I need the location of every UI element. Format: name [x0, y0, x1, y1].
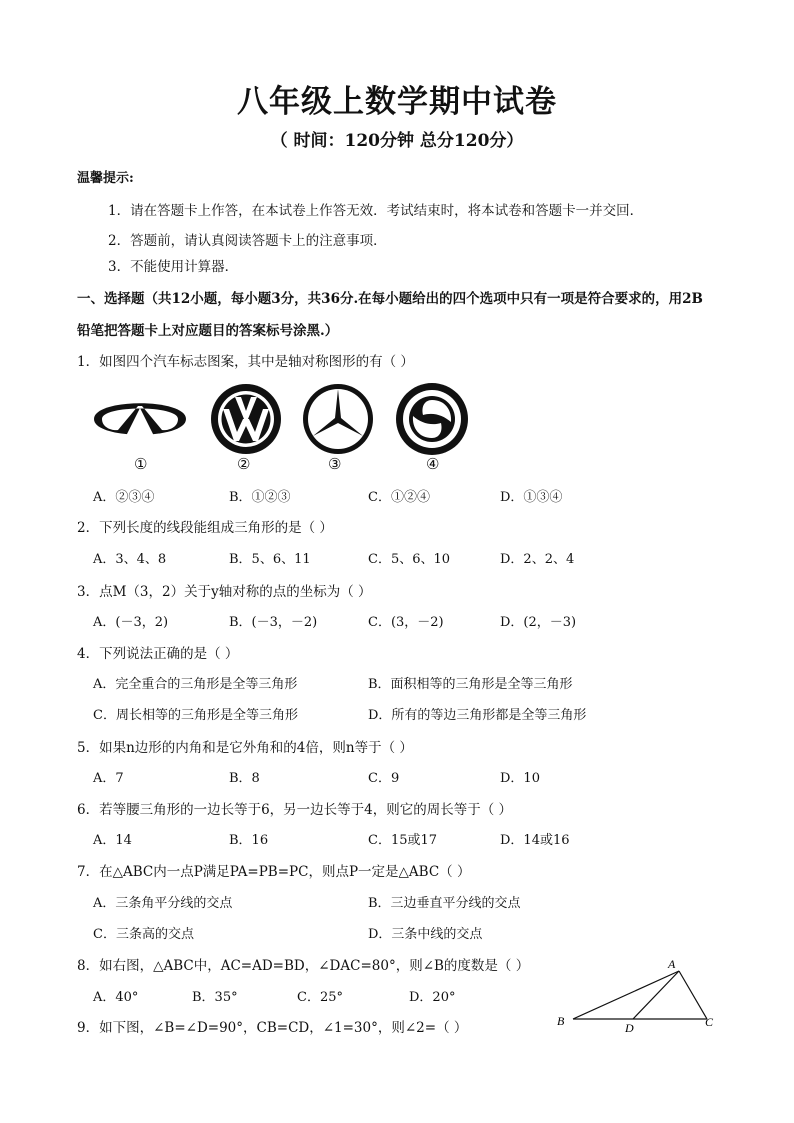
question-stem: 8．如右图，△ABC中，AC=AD=BD，∠DAC=80°，则∠B的度数是（ ）	[77, 958, 530, 974]
option-d: D．①③④	[500, 490, 563, 505]
triangle-figure	[555, 955, 725, 1035]
point-label-d: D	[625, 1021, 634, 1035]
option-b: B．5、6、11	[229, 552, 311, 567]
figure-label: ①	[134, 455, 148, 473]
option-b: B．三边垂直平分线的交点	[368, 896, 521, 911]
question-stem: 4．下列说法正确的是（ ）	[77, 646, 239, 662]
option-c: C．15或17	[368, 833, 438, 848]
option-a: A．7	[93, 771, 124, 786]
option-d: D．所有的等边三角形都是全等三角形	[368, 708, 587, 723]
option-c: C．(3，－2)	[368, 615, 444, 630]
infiniti-logo-icon	[92, 392, 188, 446]
exam-info: （ 时间：120分钟 总分120分）	[270, 131, 524, 151]
option-b: B．35°	[192, 990, 238, 1005]
tip-item: 2．答题前，请认真阅读答题卡上的注意事项．	[108, 233, 387, 249]
figure-label: ③	[328, 455, 342, 473]
option-a: A．完全重合的三角形是全等三角形	[93, 677, 298, 692]
option-a: A．(－3，2)	[93, 615, 169, 630]
question-stem: 9．如下图，∠B=∠D=90°，CB=CD，∠1=30°，则∠2=（ ）	[77, 1020, 468, 1036]
option-a: A．三条角平分线的交点	[93, 896, 233, 911]
figure-label: ④	[426, 455, 440, 473]
option-a: A．②③④	[93, 490, 155, 505]
volkswagen-logo-icon	[210, 383, 282, 455]
option-c: C．①②④	[368, 490, 430, 505]
point-label-a: A	[668, 957, 676, 971]
option-b: B．面积相等的三角形是全等三角形	[368, 677, 573, 692]
option-d: D．三条中线的交点	[368, 927, 483, 942]
option-b: B．①②③	[229, 490, 291, 505]
option-c: C．25°	[297, 990, 343, 1005]
tip-item: 3．不能使用计算器．	[108, 259, 239, 275]
option-b: B．8	[229, 771, 260, 786]
option-a: A．14	[93, 833, 132, 848]
option-c: C．周长相等的三角形是全等三角形	[93, 708, 298, 723]
option-d: D．2、2、4	[500, 552, 575, 567]
question-stem: 5．如果n边形的内角和是它外角和的4倍，则n等于（ ）	[77, 740, 413, 756]
option-a: A．3、4、8	[93, 552, 167, 567]
option-d: D．14或16	[500, 833, 570, 848]
option-d: D．(2，－3)	[500, 615, 577, 630]
option-a: A．40°	[93, 990, 139, 1005]
dongfeng-logo-icon	[395, 382, 469, 456]
tip-item: 1．请在答题卡上作答，在本试卷上作答无效．考试结束时，将本试卷和答题卡一并交回．	[108, 203, 644, 219]
option-d: D．20°	[409, 990, 456, 1005]
tips-heading: 温馨提示:	[77, 171, 134, 186]
question-stem: 3．点M（3，2）关于y轴对称的点的坐标为（ ）	[77, 584, 372, 600]
section-heading: 一、选择题（共12小题，每小题3分，共36分.在每小题给出的四个选项中只有一项是符合要求的，用2B	[77, 291, 703, 307]
question-stem: 1．如图四个汽车标志图案，其中是轴对称图形的有（ ）	[77, 354, 414, 370]
option-c: C．5、6、10	[368, 552, 451, 567]
option-b: B．(－3，－2)	[229, 615, 318, 630]
page-title: 八年级上数学期中试卷	[237, 84, 557, 120]
point-label-b: B	[557, 1014, 565, 1028]
question-stem: 2．下列长度的线段能组成三角形的是（ ）	[77, 520, 333, 536]
option-d: D．10	[500, 771, 540, 786]
question-stem: 6．若等腰三角形的一边长等于6，另一边长等于4，则它的周长等于（ ）	[77, 802, 513, 818]
point-label-c: C	[705, 1015, 714, 1029]
option-c: C．三条高的交点	[93, 927, 194, 942]
mercedes-logo-icon	[302, 383, 374, 455]
option-c: C．9	[368, 771, 400, 786]
section-heading-cont: 铅笔把答题卡上对应题目的答案标号涂黑.）	[77, 323, 339, 339]
question-stem: 7．在△ABC内一点P满足PA=PB=PC，则点P一定是△ABC（ ）	[77, 864, 471, 880]
figure-label: ②	[237, 455, 251, 473]
option-b: B．16	[229, 833, 269, 848]
